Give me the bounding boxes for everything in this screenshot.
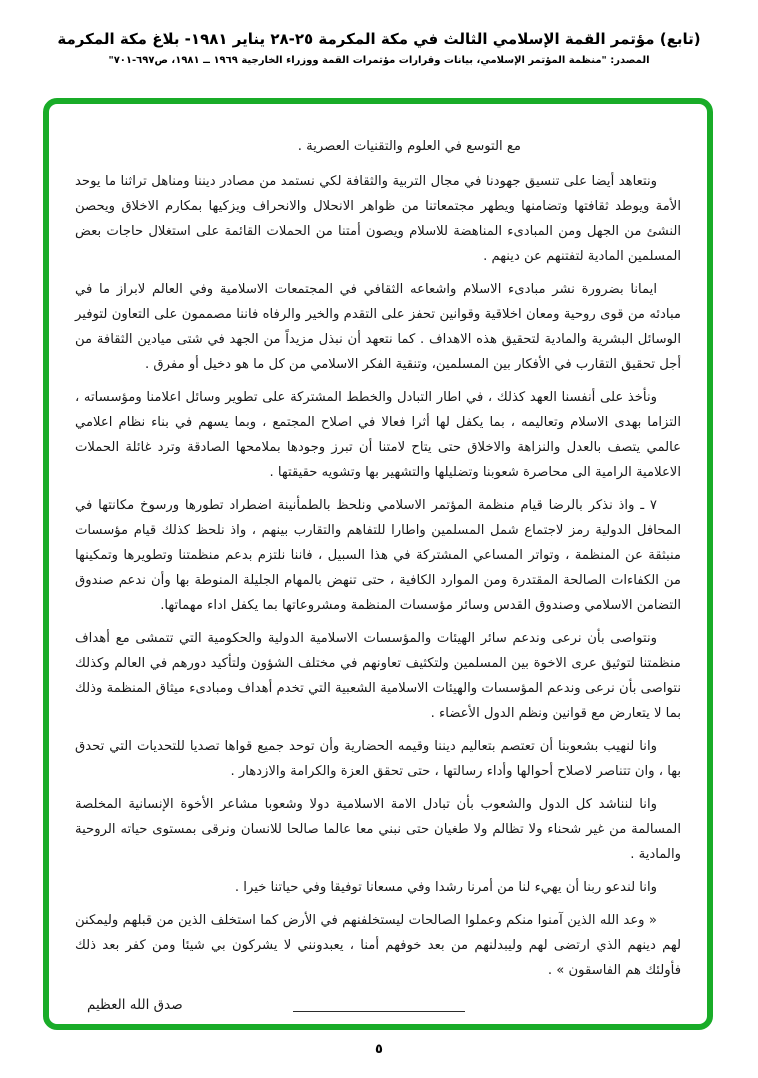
page-number: ٥ <box>375 1042 383 1057</box>
document-source-citation: المصدر: "منظمة المؤتمر الإسلامي، بيانات وقرارات مؤتمرات القمة ووزراء الخارجية ١٩٦٩ ــ ١٩٨١، ص٦٩٧-٧٠١" <box>108 55 650 66</box>
paragraph: ونتعاهد أيضا على تنسيق جهودنا في مجال التربية والثقافة لكي نستمد من مصادر ديننا ومناهل تراثنا ما يوحد الأمة ويوطد ثقافتها وتضامنها ويطهر مجتمعاتنا من ظواهر الانحلال والانحراف ويزكيها بمكارم الاخلاق ويحصن النشئ من الجهل ومن المبادىء المناهضة للاسلام ويصون أمتنا من الحملات القائمة على استغلال حاجات بعض المسلمين المادية لتفتنهم عن دينهم . <box>75 174 681 264</box>
paragraph: ونأخذ على أنفسنا العهد كذلك ، في اطار التبادل والخطط المشتركة على تطوير وسائل اعلامنا ومؤسساته ، التزاما بهدى الاسلام وتعاليمه ، بما يكفل لها أثرا فعالا في اصلاح المجتمع ، وبما يسهم في بناء نظام اعلامي عالمي يتصف بالعدل والنزاهة والاخلاق حتى يتاح لامتنا أن تبرز وجودها بملامحها الصادقة وترد غائلة الحملات الاعلامية الرامية الى محاصرة شعوبنا وتضليلها والتشهير بها وتشويه حقيقتها . <box>75 390 681 480</box>
paragraph-quran-quote: « وعد الله الذين آمنوا منكم وعملوا الصالحات ليستخلفنهم في الأرض كما استخلف الذين من قبلهم وليمكنن لهم دينهم الذي ارتضى لهم وليبدلنهم من بعد خوفهم أمنا ، يعبدونني لا يشركون بي شيئا ومن كفر بعد ذلك فأولئك هم الفاسقون » . <box>75 913 681 978</box>
paragraph: وانا لنناشد كل الدول والشعوب بأن تبادل الامة الاسلامية دولا وشعوبا مشاعر الأخوة الإنسانية المخلصة المسالمة من غير شحناء ولا تظالم ولا طغيان حتى نبني معا عالما صالحا للانسان ونرقى بمستوى حياته الروحية والمادية . <box>75 797 681 862</box>
green-content-frame <box>43 98 713 1030</box>
paragraph-item-7: ٧ ـ واذ نذكر بالرضا قيام منظمة المؤتمر الاسلامي ونلحظ بالطمأنينة اضطراد تطورها ورسوخ مكانتها في المحافل الدولية رمز لاجتماع شمل المسلمين واطارا للتفاهم والتقارب بينهم ، واذ نلحظ كذلك قيام مؤسسات منبثقة عن المنظمة ، وتواتر المساعي المشتركة في هذا السبيل ، فاننا نلتزم بدعم منظمتنا وتطويرها وتمكينها من الكفاءات الصالحة المقتدرة ومن الموارد الكافية ، حتى تنهض بالمهام الجليلة المنوطة بها وأن ندعم صندوق التضامن الاسلامي وصندوق القدس وسائر مؤسسات المنظمة ومشروعاتها بما يكفل اداء مهماتها. <box>75 498 681 613</box>
paragraph: ونتواصى بأن نرعى وندعم سائر الهيئات والمؤسسات الاسلامية الدولية والحكومية التي تتمشى مع أهداف منظمتنا لتوثيق عرى الاخوة بين المسلمين ولتكثيف تعاونهم في مختلف الشؤون ولتأكيد دورهم في العالم وكذلك نتواصى بأن نرعى وندعم المؤسسات والهيئات الاسلامية الشعبية التي تخدم أهداف ومبادىء ميثاق المنظمة وذلك بما لا يتعارض مع قوانين ونظم الدول الأعضاء . <box>75 631 681 721</box>
paragraph-continuation: مع التوسع في العلوم والتقنيات العصرية . <box>297 139 521 154</box>
page-header <box>0 30 758 66</box>
closing-phrase: صدق الله العظيم <box>87 997 183 1013</box>
signature-line <box>293 1011 465 1012</box>
document-title: (تابع) مؤتمر القمة الإسلامي الثالث في مكة المكرمة ٢٥-٢٨ يناير ١٩٨١- بلاغ مكة المكرمة <box>57 30 701 48</box>
paragraph: ايمانا بضرورة نشر مبادىء الاسلام واشعاعه الثقافي في المجتمعات الاسلامية وفي العالم لابراز ما في مبادئه من قوى روحية ومعان اخلاقية وقوانين تحفز على التقدم والخير والرفاه فاننا مصممون على التعاون لتوفير الوسائل البشرية والمادية لتحقيق هذه الاهداف . كما نتعهد أن نبذل مزيداً من الجهد في شتى ميادين الثقافة من أجل تحقيق التقارب في الأفكار بين المسلمين، وتنقية الفكر الاسلامي من كل ما هو دخيل أو مفرق . <box>75 282 681 372</box>
paragraph: وانا لندعو ربنا أن يهيء لنا من أمرنا رشدا وفي مسعانا توفيقا وفي حياتنا خيرا . <box>234 880 657 895</box>
closing-row <box>75 991 681 1030</box>
paragraph: وانا لنهيب بشعوبنا أن تعتصم بتعاليم ديننا وقيمه الحضارية وأن توحد جميع قواها تصديا للتحديات التي تحدق بها ، وان تتناصر لاصلاح أحوالها وأداء رسالتها ، حتى تحقق العزة والكرامة والازدهار . <box>75 739 681 779</box>
